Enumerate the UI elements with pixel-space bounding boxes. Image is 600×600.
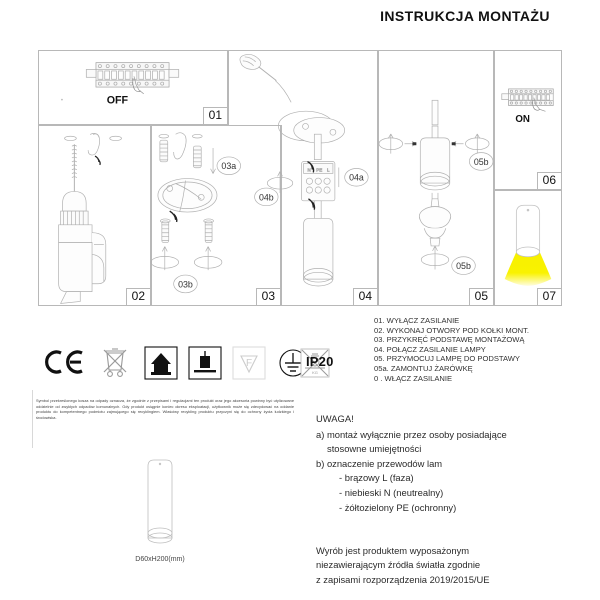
page-title: INSTRUKCJA MONTAŻU bbox=[380, 8, 550, 24]
mounting-surface-icon bbox=[188, 346, 222, 380]
drill-icon bbox=[39, 126, 150, 305]
step-item: 02. WYKONAJ OTWORY POD KOŁKI MONT. bbox=[374, 325, 529, 335]
compliance-line: z zapisami rozporządzenia 2019/2015/UE bbox=[316, 573, 490, 585]
svg-text:05b: 05b bbox=[456, 261, 471, 272]
panel-01-number: 01 bbox=[203, 107, 228, 125]
panel-03-number: 03 bbox=[256, 288, 281, 306]
panel-02 bbox=[38, 125, 151, 306]
panel-05 bbox=[378, 125, 494, 306]
panel-07-number: 07 bbox=[537, 288, 562, 306]
indoor-use-icon bbox=[144, 346, 178, 380]
panel-06-number: 06 bbox=[537, 172, 562, 190]
warning-line-a-continued: stosowne umiejętności bbox=[327, 443, 422, 455]
panel-05-top-illustration bbox=[379, 51, 493, 125]
crossed-out-wheelie-bin-icon bbox=[100, 346, 130, 380]
panel-01-illustration bbox=[39, 51, 227, 124]
lamp-body-bulb-icon bbox=[379, 125, 493, 305]
wire-color-item: - niebieski N (neutrealny) bbox=[339, 486, 444, 498]
panel-03-illustration bbox=[152, 126, 280, 305]
svg-text:03a: 03a bbox=[221, 161, 237, 172]
panel-01-caption: OFF bbox=[106, 94, 129, 107]
warning-heading: UWAGA! bbox=[316, 413, 354, 424]
panel-04-number: 04 bbox=[353, 288, 378, 306]
warning-line-b: b) oznaczenie przewodów lam bbox=[316, 457, 443, 469]
panel-05-number: 05 bbox=[469, 288, 494, 306]
wire-color-item: - brązowy L (faza) bbox=[339, 472, 414, 484]
breaker-box-on-icon bbox=[495, 51, 561, 189]
step-item: 04. POŁĄCZ ZASILANIE LAMPY bbox=[374, 344, 486, 354]
svg-text:PE: PE bbox=[316, 167, 323, 173]
assembly-steps-list bbox=[374, 316, 598, 383]
compliance-line: Wyrób jest produktem wyposażonym bbox=[316, 545, 470, 556]
panel-01 bbox=[38, 50, 228, 125]
svg-text:04b: 04b bbox=[258, 192, 274, 203]
panel-06-illustration bbox=[495, 51, 561, 189]
panel-05-illustration bbox=[379, 125, 493, 305]
wire-color-item: - żółtozielony PE (ochronny) bbox=[339, 501, 457, 513]
weee-notice-text: Symbol przekreślonego kosza na odpady oznacza, że zgodnie z przepisami i regulacjami ten produkt oraz jego akcesoria powinny być utylizowane oddzielnie od zwykłych odpadów komunalnych. Gdy produkt osiągnie koniec okresu eksploatacji, użytkownik może się zdecydować na oddanie produktu do kompetentnego podmiotu zajmującego się recyklingiem. Właściwy recykling produktu przyczyni się do ochrony życia ludzkiego i środowiska. bbox=[36, 398, 294, 420]
product-dimension-label: D60xH200(mm) bbox=[135, 556, 185, 563]
screwdriver-icon bbox=[229, 51, 377, 125]
svg-text:F: F bbox=[245, 358, 253, 369]
svg-text:03b: 03b bbox=[178, 279, 193, 290]
panel-06-caption: ON bbox=[515, 113, 530, 125]
breaker-box-off-icon bbox=[39, 51, 227, 124]
compliance-line: niezawierającym źródła światła zgodnie bbox=[316, 559, 481, 571]
panel-02-illustration bbox=[39, 126, 150, 305]
step-item: 01. WYŁĄCZ ZASILANIE bbox=[374, 316, 460, 325]
certification-icon-row bbox=[44, 344, 334, 382]
svg-text:N: N bbox=[307, 167, 311, 173]
panel-04-callout-04a bbox=[345, 168, 369, 186]
mounting-base-screws-icon bbox=[152, 126, 280, 305]
ce-mark-icon bbox=[44, 349, 90, 375]
ip-rating-label: IP20 bbox=[306, 354, 334, 369]
product-dimension-drawing bbox=[120, 452, 200, 552]
panel-03 bbox=[151, 125, 281, 306]
panel-02-number: 02 bbox=[126, 288, 151, 306]
svg-text:L: L bbox=[327, 167, 330, 173]
compliance-block bbox=[316, 544, 598, 587]
svg-text:05b: 05b bbox=[473, 156, 489, 167]
lamp-stem-icon bbox=[379, 51, 493, 125]
instruction-panel-grid bbox=[38, 50, 562, 306]
panel-04-callout-04b bbox=[255, 188, 279, 206]
panel-04-top-illustration bbox=[229, 51, 377, 125]
step-item: 05a. ZAMONTUJ ŻARÓWKĘ bbox=[374, 363, 473, 373]
panel-03-callout-03a bbox=[217, 157, 241, 175]
step-item: 05. PRZYMOCUJ LAMPĘ DO PODSTAWY bbox=[374, 354, 520, 364]
panel-05-callout-05b-top bbox=[469, 153, 493, 171]
panel-05-callout-05b-bottom bbox=[452, 257, 476, 275]
panel-07 bbox=[494, 190, 562, 306]
panel-04-top bbox=[228, 50, 378, 125]
warning-block bbox=[316, 412, 596, 515]
step-item: 0 . WŁĄCZ ZASILANIE bbox=[374, 373, 453, 383]
panel-05-top bbox=[378, 50, 494, 125]
warning-line-a: a) montaż wyłącznie przez osoby posiadające bbox=[316, 428, 507, 440]
svg-text:04a: 04a bbox=[349, 172, 364, 183]
svg-text:KG: KG bbox=[312, 370, 318, 375]
step-item: 03. PRZYKRĘĆ PODSTAWĘ MONTAŻOWĄ bbox=[374, 335, 525, 345]
f-mark-icon bbox=[232, 346, 266, 380]
panel-06 bbox=[494, 50, 562, 190]
panel-03-callout-03b bbox=[174, 275, 198, 293]
